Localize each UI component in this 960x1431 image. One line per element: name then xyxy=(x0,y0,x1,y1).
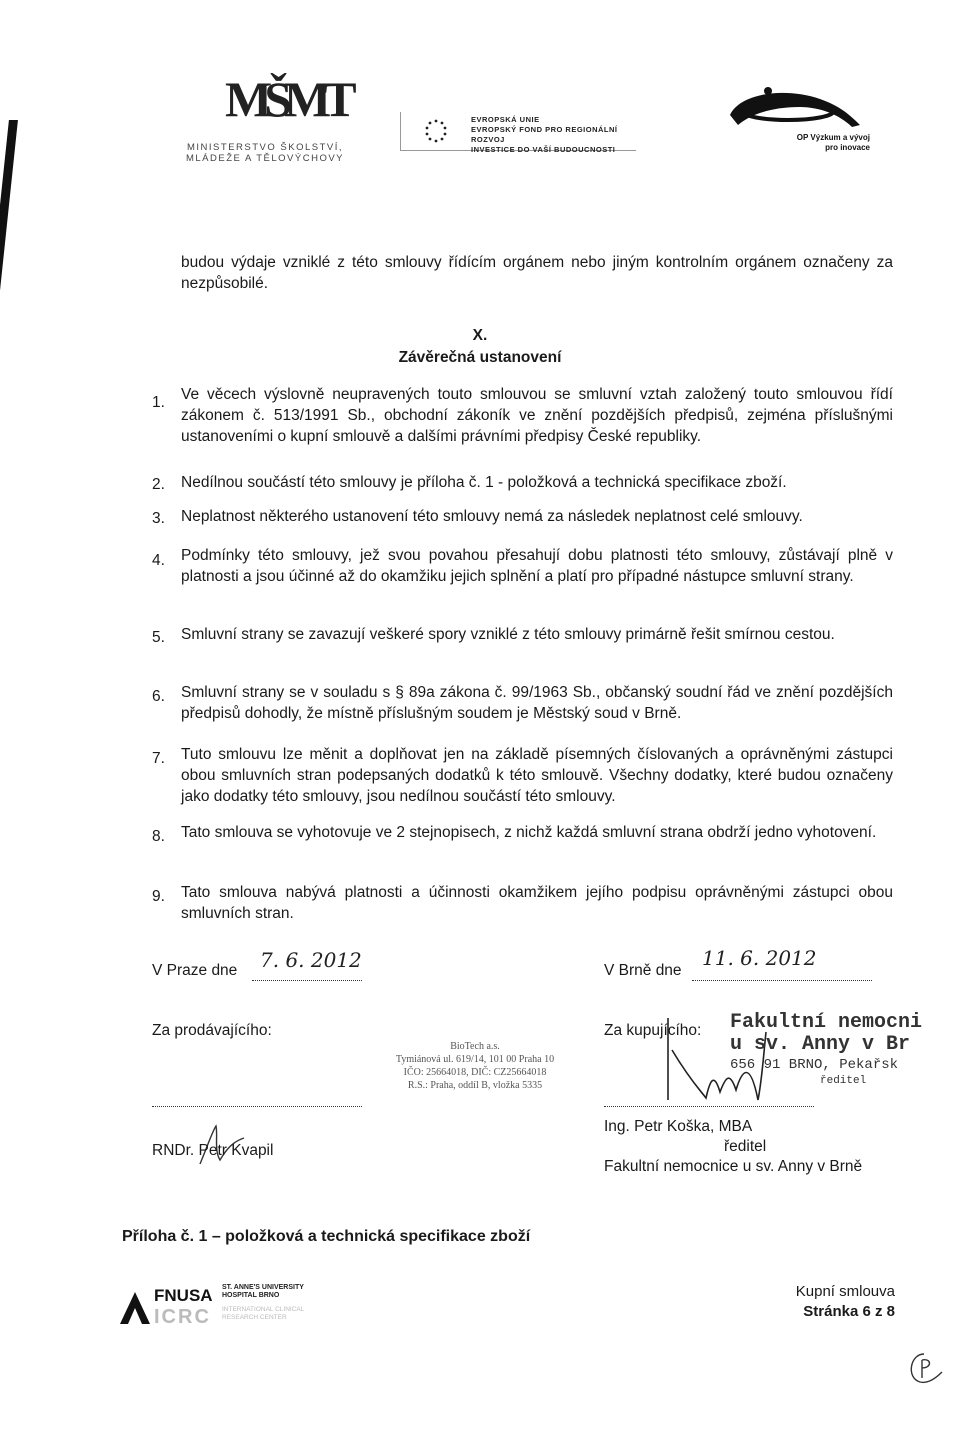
clause-7-text: Tuto smlouvu lze měnit a doplňovat jen na základě písemných číslovaných a oprávněnými zástupci obou smluvních stran podepsaných dodatků k této smlouvě. Všechny dodatky, které budou označeny jako dodatky této smlouvy, jsou nedílnou součástí této smlouvy. xyxy=(181,746,893,805)
clause-4-number: 4. xyxy=(152,552,165,569)
buyer-stamp-line-4: ředitel xyxy=(820,1075,867,1087)
seller-name: RNDr. Petr Kvapil xyxy=(152,1142,274,1159)
icrc-wordmark: ICRC xyxy=(154,1306,211,1328)
buyer-hospital-stamp xyxy=(730,1012,960,1088)
clause-3-text: Neplatnost některého ustanovení této smlouvy nemá za následek neplatnost celé smlouvy. xyxy=(181,508,803,525)
clause-8-text: Tato smlouva se vyhotovuje ve 2 stejnopisech, z nichž každá smluvní strana obdrží jedno vyhotovení. xyxy=(181,824,877,841)
seller-stamp-line-1: BioTech a.s. xyxy=(450,1041,500,1052)
clause-1-number: 1. xyxy=(152,394,165,411)
msmt-logo xyxy=(150,70,380,164)
op-vavpi-logo xyxy=(680,85,880,160)
icrc-subtitle-line-1: INTERNATIONAL CLINICAL xyxy=(222,1306,305,1313)
clause-1-text: Ve věcech výslovně neupravených touto smlouvou se smluvní vztah založený touto smlouvou řídí zákonem č. 513/1991 Sb., obchodní zákoník ve znění pozdějších předpisů, zejména příslušnými ustanoveními o kupní smlouvě a dalšími právními předpisy České republiky. xyxy=(181,386,893,445)
scan-edge-mark xyxy=(0,120,18,290)
right-date-line xyxy=(692,946,872,981)
clause-6-text: Smluvní strany se v souladu s § 89a zákona č. 99/1963 Sb., občanský soudní řád ve znění pozdějších předpisů dohodly, že místně příslušným soudem je Městský soud v Brně. xyxy=(181,684,893,722)
footer-page-number: Stránka 6 z 8 xyxy=(803,1303,895,1320)
handwritten-initials xyxy=(902,1348,952,1388)
fnusa-subtitle xyxy=(222,1284,304,1300)
op-text xyxy=(680,133,870,153)
buyer-name: Ing. Petr Koška, MBA xyxy=(604,1118,753,1135)
clause-6-number: 6. xyxy=(152,688,165,705)
clause-3-number: 3. xyxy=(152,510,165,527)
eu-line-2: EVROPSKÝ FOND PRO REGIONÁLNÍ ROZVOJ xyxy=(471,125,618,144)
clause-2-number: 2. xyxy=(152,476,165,493)
clause-8-number: 8. xyxy=(152,828,165,845)
clause-5-number: 5. xyxy=(152,629,165,646)
footer-doc-title: Kupní smlouva xyxy=(795,1283,895,1300)
buyer-signature-line xyxy=(604,1106,814,1107)
fnusa-wordmark: FNUSA xyxy=(154,1286,213,1305)
left-date-line xyxy=(252,948,362,981)
clause-5-text: Smluvní strany se zavazují veškeré spory vzniklé z této smlouvy primárně řešit smírnou cestou. xyxy=(181,626,835,643)
seller-company-stamp xyxy=(395,1040,555,1092)
right-place-label: V Brně dne xyxy=(604,962,682,979)
msmt-logo-mark: MŠMT xyxy=(225,71,349,127)
buyer-stamp-line-1: Fakultní nemocni xyxy=(730,1011,923,1034)
left-place-label: V Praze dne xyxy=(152,962,238,979)
msmt-line-1: MINISTERSTVO ŠKOLSTVÍ, xyxy=(187,142,343,153)
op-swoosh-icon xyxy=(710,85,870,133)
buyer-role: ředitel xyxy=(724,1138,767,1155)
clause-7-number: 7. xyxy=(152,750,165,767)
op-line-2: pro inovace xyxy=(825,143,870,152)
seller-signature-line xyxy=(152,1106,362,1107)
icrc-subtitle-line-2: RESEARCH CENTER xyxy=(222,1314,287,1321)
section-title: Závěrečná ustanovení xyxy=(398,349,562,366)
section-number: X. xyxy=(472,327,488,344)
fnusa-subtitle-line-1: ST. ANNE'S UNIVERSITY xyxy=(222,1284,304,1291)
seller-stamp-line-2: Tymiánová ul. 619/14, 101 00 Praha 10 xyxy=(395,1054,555,1065)
seller-stamp-line-3: IČO: 25664018, DIČ: CZ25664018 xyxy=(403,1067,547,1078)
eu-stars-icon xyxy=(417,116,455,146)
fnusa-subtitle-line-2: HOSPITAL BRNO xyxy=(222,1292,280,1299)
msmt-line-2: MLÁDEŽE A TĚLOVÝCHOVY xyxy=(185,153,345,164)
eu-line-1: EVROPSKÁ UNIE xyxy=(471,115,540,124)
intro-paragraph: budou výdaje vzniklé z této smlouvy řídícím orgánem nebo jiným kontrolním orgánem označeny za nezpůsobilé. xyxy=(181,254,893,292)
eu-line-3: INVESTICE DO VAŠÍ BUDOUCNOSTI xyxy=(471,145,616,154)
clause-9-text: Tato smlouva nabývá platnosti a účinnosti okamžikem jejího podpisu oprávněnými zástupci obou smluvních stran. xyxy=(181,884,893,922)
seller-label: Za prodávajícího: xyxy=(152,1022,272,1039)
clause-9-number: 9. xyxy=(152,888,165,905)
fnusa-a-icon xyxy=(118,1290,152,1326)
fnusa-icrc-logo xyxy=(118,1282,338,1332)
msmt-logo-text xyxy=(150,142,380,164)
clause-4-text: Podmínky této smlouvy, jež svou povahou přesahují dobu platnosti této smlouvy, zůstávají plně v platnosti a jsou účinné až do okamžiku jejich splnění a platí pro případné nástupce smluvní strany. xyxy=(181,547,893,585)
icrc-subtitle xyxy=(222,1306,304,1322)
right-date-handwritten: 11. 6. 2012 xyxy=(702,946,817,970)
buyer-label: Za kupujícího: xyxy=(604,1022,702,1039)
buyer-stamp-line-3: 656 91 BRNO, Pekařsk xyxy=(730,1057,899,1073)
buyer-organization: Fakultní nemocnice u sv. Anny v Brně xyxy=(604,1158,863,1175)
footer-page-info xyxy=(700,1282,895,1322)
seller-stamp-line-4: R.S.: Praha, oddíl B, vložka 5335 xyxy=(407,1080,543,1091)
eu-logo xyxy=(400,112,636,154)
clause-2-text: Nedílnou součástí této smlouvy je příloha č. 1 - položková a technická specifikace zboží. xyxy=(181,474,787,491)
eu-text xyxy=(471,115,636,155)
buyer-stamp-line-2: u sv. Anny v Br xyxy=(730,1033,911,1056)
annex-title: Příloha č. 1 – položková a technická specifikace zboží xyxy=(122,1228,531,1245)
left-date-handwritten: 7. 6. 2012 xyxy=(260,948,362,972)
op-line-1: OP Výzkum a vývoj xyxy=(796,133,870,142)
